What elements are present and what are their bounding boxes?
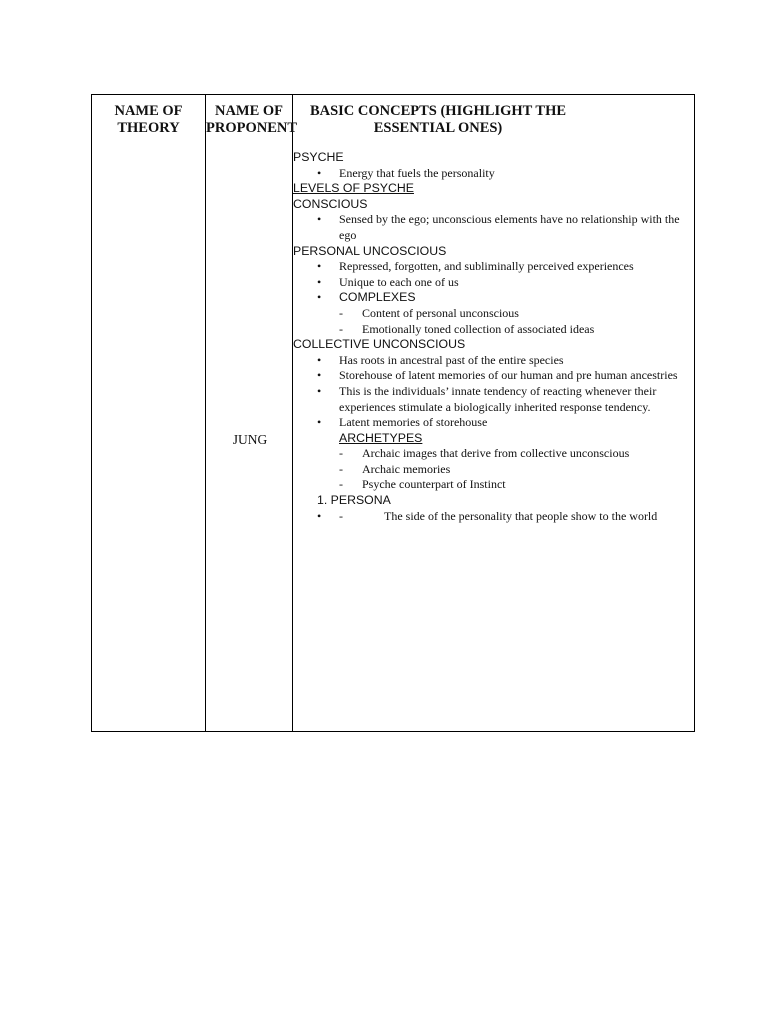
- dash-glyph: -: [339, 461, 343, 476]
- bullet-item: • Unique to each one of us: [317, 274, 459, 289]
- heading-personal-unconscious: PERSONAL UNCOSCIOUS: [293, 243, 447, 258]
- bullet-glyph: •: [317, 274, 322, 289]
- bullet-item: • Energy that fuels the personality: [317, 165, 495, 180]
- bullet-glyph: •: [317, 415, 322, 430]
- bullet-glyph: •: [317, 352, 322, 367]
- heading-archetypes: ARCHETYPES: [339, 430, 423, 445]
- dash-item: - Emotionally toned collection of associated ideas: [339, 321, 595, 336]
- heading-persona: 1. PERSONA: [317, 493, 391, 508]
- bullet-glyph: •: [317, 368, 322, 383]
- header-theory-label: NAME OF THEORY: [114, 103, 183, 136]
- bullet-glyph: •: [317, 508, 322, 523]
- heading-levels: LEVELS OF PSYCHE: [293, 181, 414, 196]
- heading-conscious: CONSCIOUS: [293, 196, 368, 211]
- header-concepts: [293, 103, 583, 137]
- header-proponent-label: NAME OF PROPONENT: [206, 103, 298, 136]
- column-divider-1: [205, 95, 206, 731]
- bullet-item: • Sensed by the ego; unconscious elements have no relationship with the ego: [317, 212, 680, 242]
- bullet-item: • COMPLEXES: [317, 290, 416, 305]
- bullet-glyph: •: [317, 290, 322, 305]
- bullet-item: • Latent memories of storehouse: [317, 415, 488, 430]
- heading-psyche: PSYCHE: [293, 150, 344, 164]
- dash-glyph: -: [339, 477, 343, 492]
- bullet-item: • Storehouse of latent memories of our human and pre human ancestries: [317, 368, 678, 383]
- bullet-item: • Repressed, forgotten, and subliminally perceived experiences: [317, 259, 634, 274]
- heading-collective-unconscious: COLLECTIVE UNCONSCIOUS: [293, 337, 466, 352]
- bullet-glyph: •: [317, 165, 322, 180]
- dash-glyph: -: [339, 446, 343, 461]
- dash-glyph: -: [339, 508, 343, 523]
- bullet-item: • This is the individuals’ innate tendency of reacting whenever their experiences stimulate a biologically inherited response tendency.: [317, 383, 657, 414]
- bullet-item: • Has roots in ancestral past of the entire species: [317, 352, 564, 367]
- concept-table: [91, 94, 695, 732]
- dash-item: - Psyche counterpart of Instinct: [339, 477, 506, 492]
- bullet-glyph: •: [317, 212, 322, 227]
- bullet-item: • - The side of the personality that people show to the world: [317, 508, 658, 523]
- proponent-name: JUNG: [232, 432, 268, 447]
- bullet-glyph: •: [317, 259, 322, 274]
- dash-glyph: -: [339, 321, 343, 336]
- dash-item: - Content of personal unconscious: [339, 305, 519, 320]
- header-proponent: [206, 103, 298, 137]
- header-concepts-line2: ESSENTIAL ONES): [373, 120, 503, 136]
- dash-item: - Archaic memories: [339, 461, 451, 476]
- dash-item: - Archaic images that derive from collective unconscious: [339, 446, 630, 461]
- header-theory: [92, 103, 205, 137]
- concepts-content: [293, 150, 695, 524]
- bullet-glyph: •: [317, 383, 322, 398]
- header-concepts-line1: BASIC CONCEPTS (HIGHLIGHT THE: [309, 103, 567, 119]
- dash-glyph: -: [339, 305, 343, 320]
